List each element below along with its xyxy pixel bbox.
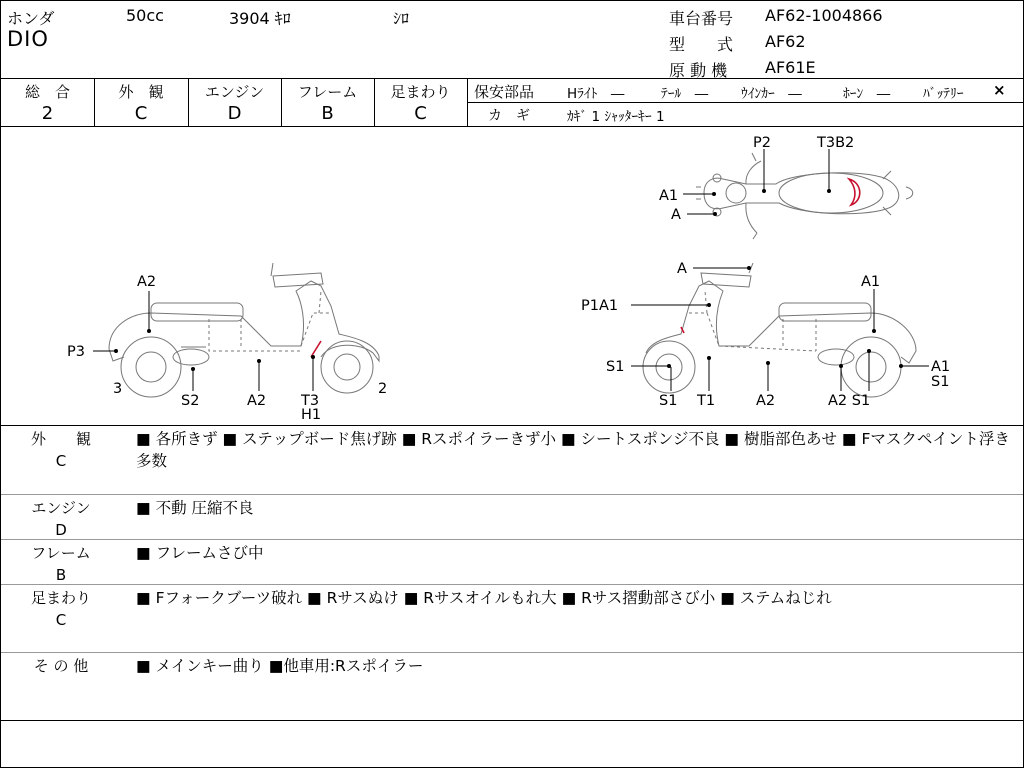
model-name: DIO — [7, 27, 49, 51]
divider — [1, 425, 1023, 426]
maker: ホンダ — [7, 9, 55, 28]
divider — [1, 720, 1023, 721]
safety-taillight: ﾃｰﾙ ― — [661, 86, 709, 102]
label-s2: S2 — [181, 393, 200, 409]
divider — [467, 102, 1023, 103]
right-view-callouts — [631, 266, 929, 391]
divider — [1, 539, 1023, 540]
top-view-callouts — [683, 149, 831, 216]
label-t3b2: T3B2 — [817, 135, 855, 151]
grade-engine-value: D — [227, 103, 242, 124]
label-a1-right-top: A1 — [861, 274, 881, 290]
label-2: 2 — [378, 381, 388, 397]
grade-suspension — [374, 79, 467, 124]
section-frame-label: フレーム — [31, 544, 91, 562]
label-s1-right: S1 — [931, 374, 950, 390]
section-suspension-label: 足まわり — [30, 589, 91, 607]
label-a1-top: A1 — [659, 188, 679, 204]
grade-engine — [188, 79, 281, 124]
section-frame-grade: B — [55, 566, 67, 584]
displacement: 50cc — [126, 6, 164, 25]
label-a2-left: A2 — [247, 393, 267, 409]
section-suspension-text: ■ Fフォークブーツ破れ ■ Rサスぬけ ■ Rサスオイルもれ大 ■ Rサス摺動部さび小 ■ ステムねじれ — [136, 589, 832, 607]
label-p2: P2 — [753, 135, 771, 151]
grade-overall-value: 2 — [41, 103, 54, 124]
grade-overall-label: 総 合 — [24, 83, 70, 101]
grade-suspension-label: 足まわり — [390, 83, 451, 101]
section-other-label: そ の 他 — [33, 657, 89, 675]
color: ｼﾛ — [393, 9, 410, 28]
label-p1a1: P1A1 — [581, 298, 619, 314]
grade-frame — [281, 79, 374, 124]
section-other-text: ■ メインキー曲り ■他車用:Rスポイラー — [136, 657, 424, 675]
divider — [1, 584, 1023, 585]
scooter-top-view — [696, 153, 913, 239]
label-a-top: A — [671, 207, 681, 223]
section-suspension — [15, 587, 107, 631]
label-s1-left: S1 — [606, 359, 625, 375]
section-engine — [15, 497, 107, 541]
left-view-callouts — [93, 291, 315, 391]
type-value: AF62 — [765, 32, 806, 51]
frame-number: AF62-1004866 — [765, 6, 883, 25]
safety-battery: ﾊﾞｯﾃﾘｰ — [923, 86, 964, 102]
section-frame — [15, 542, 107, 586]
frame-number-label: 車台番号 — [669, 9, 734, 28]
grade-frame-value: B — [321, 103, 334, 124]
section-frame-text: ■ フレームさび中 — [136, 544, 264, 562]
label-a2-right: A2 — [756, 393, 776, 409]
safety-winker: ｳｲﾝｶｰ ― — [741, 86, 802, 102]
label-p3: P3 — [67, 344, 85, 360]
grade-frame-label: フレーム — [297, 83, 358, 101]
type-label: 型 式 — [669, 35, 734, 54]
section-exterior-label: 外 観 — [30, 430, 91, 448]
section-other — [15, 655, 107, 677]
section-exterior — [15, 428, 107, 472]
label-a1-right: A1 — [931, 359, 951, 375]
section-suspension-grade: C — [55, 611, 67, 629]
section-exterior-grade: C — [55, 452, 67, 470]
safety-headlight: Hﾗｲﾄ ― — [567, 86, 625, 102]
divider — [1, 652, 1023, 653]
section-engine-grade: D — [55, 521, 67, 539]
grade-exterior — [94, 79, 188, 124]
section-engine-text: ■ 不動 圧縮不良 — [136, 499, 254, 517]
divider — [1, 494, 1023, 495]
grade-engine-label: エンジン — [204, 83, 265, 101]
label-3: 3 — [113, 381, 123, 397]
section-exterior-text: ■ 各所きず ■ ステップボード焦げ跡 ■ Rスポイラーきず小 ■ シートスポンジ不良 ■ 樹脂部色あせ ■ Fマスクペイント浮き多数 — [136, 430, 1010, 470]
mileage: 3904 ｷﾛ — [229, 9, 291, 28]
label-a-right: A — [677, 261, 687, 277]
key-label: カ ギ — [488, 108, 530, 124]
grade-suspension-value: C — [414, 103, 427, 124]
engine-value: AF61E — [765, 58, 816, 77]
label-s1-bottom: S1 — [659, 393, 678, 409]
label-t3: T3 — [301, 393, 320, 409]
grade-exterior-label: 外 観 — [118, 83, 164, 101]
engine-label: 原 動 機 — [669, 61, 728, 80]
safety-parts-label: 保安部品 — [474, 83, 535, 101]
key-value: ｶｷﾞ 1 ｼｬｯﾀｰｷｰ 1 — [567, 109, 665, 125]
safety-horn: ﾎｰﾝ ― — [843, 86, 891, 102]
damage-diagram — [1, 127, 1023, 425]
label-a2-left-top: A2 — [137, 274, 157, 290]
grade-overall — [1, 79, 94, 124]
label-t1: T1 — [697, 393, 716, 409]
grade-exterior-value: C — [134, 103, 148, 124]
label-a2s1: A2 S1 — [828, 393, 871, 409]
section-engine-label: エンジン — [31, 499, 91, 517]
battery-missing-mark: × — [993, 81, 1006, 99]
label-h1: H1 — [301, 407, 322, 423]
